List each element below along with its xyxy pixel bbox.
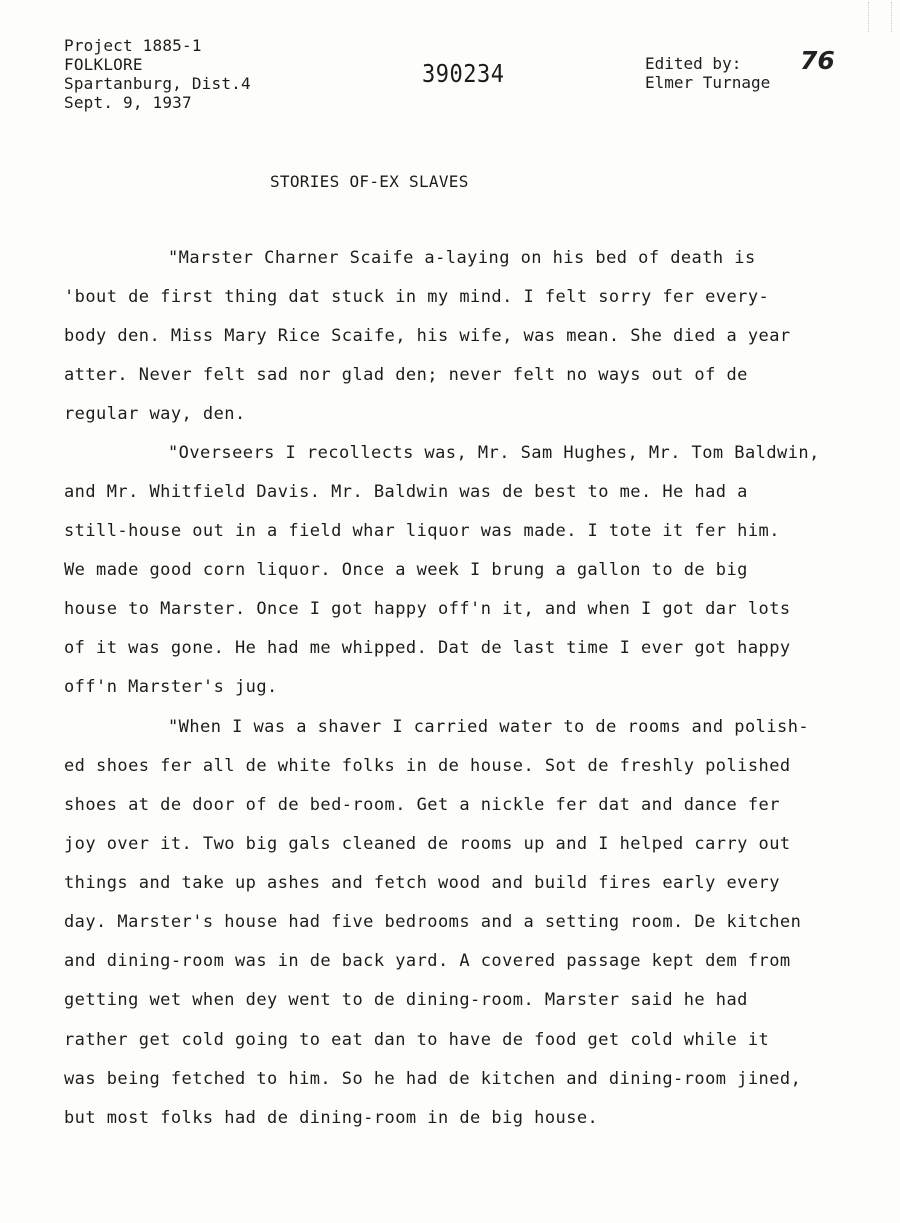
document-number: 390234 [422,60,505,89]
body-line: regular way, den. [64,404,246,424]
editor-name: Elmer Turnage [645,73,771,92]
body-line: 'bout de first thing dat stuck in my mind. I felt sorry fer every- [64,287,770,307]
edited-by-label: Edited by: [645,54,742,73]
body-line: was being fetched to him. So he had de kitchen and dining-room jined, [64,1069,802,1089]
body-line: but most folks had de dining-room in de big house. [64,1108,599,1128]
body-line: atter. Never felt sad nor glad den; never felt no ways out of de [64,365,748,385]
body-line: of it was gone. He had me whipped. Dat de last time I ever got happy [64,638,791,658]
margin-mark [868,2,892,32]
body-line: and dining-room was in de back yard. A covered passage kept dem from [64,951,791,971]
body-line: things and take up ashes and fetch wood and build fires early every [64,873,780,893]
body-line: "Marster Charner Scaife a-laying on his bed of death is [168,248,756,268]
date-line: Sept. 9, 1937 [64,93,192,112]
body-line: "Overseers I recollects was, Mr. Sam Hughes, Mr. Tom Baldwin, [168,443,820,463]
document-title: STORIES OF-EX SLAVES [270,172,469,191]
body-line: and Mr. Whitfield Davis. Mr. Baldwin was de best to me. He had a [64,482,748,502]
body-line: day. Marster's house had five bedrooms and a setting room. De kitchen [64,912,802,932]
body-line: getting wet when dey went to de dining-room. Marster said he had [64,990,748,1010]
body-line: joy over it. Two big gals cleaned de rooms up and I helped carry out [64,834,791,854]
body-line: still-house out in a field whar liquor was made. I tote it fer him. [64,521,780,541]
project-line: Project 1885-1 [64,36,202,55]
location-line: Spartanburg, Dist.4 [64,74,251,93]
body-line: off'n Marster's jug. [64,677,278,697]
body-line: body den. Miss Mary Rice Scaife, his wife, was mean. She died a year [64,326,791,346]
body-line: rather get cold going to eat dan to have de food get cold while it [64,1030,770,1050]
category-line: FOLKLORE [64,55,143,74]
body-line: We made good corn liquor. Once a week I brung a gallon to de big [64,560,748,580]
editor-block [645,54,770,92]
body-line: "When I was a shaver I carried water to de rooms and polish- [168,717,810,737]
body-line: house to Marster. Once I got happy off'n it, and when I got dar lots [64,599,791,619]
body-line: ed shoes fer all de white folks in de house. Sot de freshly polished [64,756,791,776]
body-line: shoes at de door of de bed-room. Get a nickle fer dat and dance fer [64,795,780,815]
page-number: 76 [800,46,835,75]
project-info-block [64,36,251,112]
